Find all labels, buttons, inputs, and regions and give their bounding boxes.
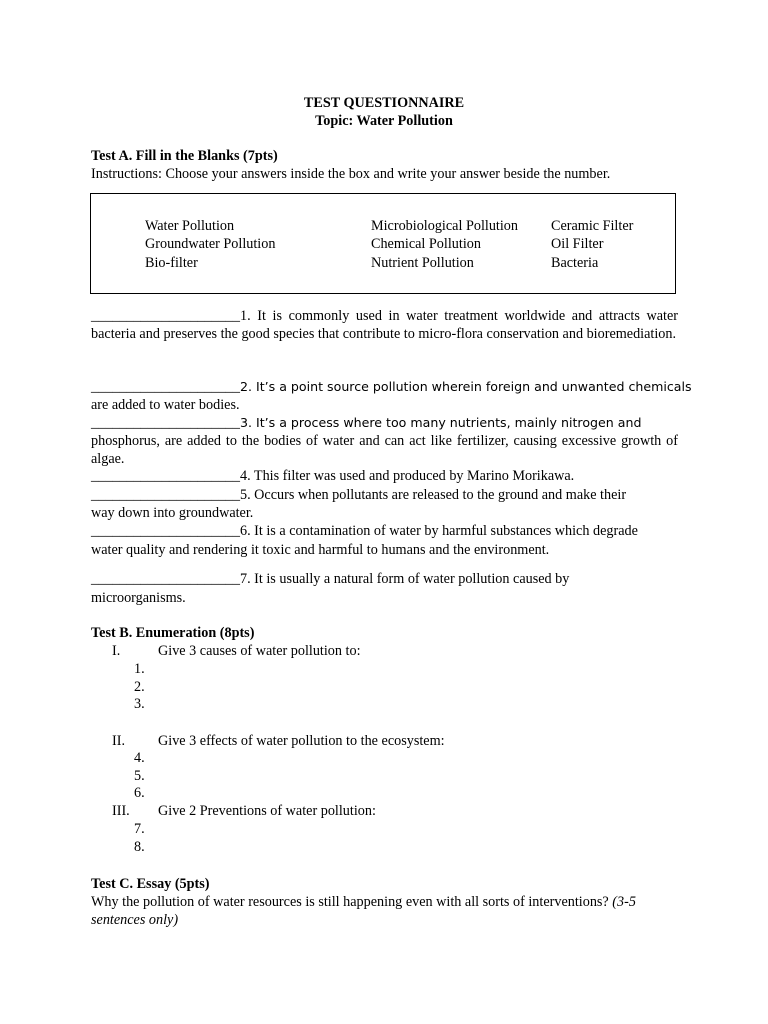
answer-blank-1: _____________________ <box>91 308 240 324</box>
choice-groundwater-pollution: Groundwater Pollution <box>145 236 276 252</box>
question-6-text: 6. It is a contamination of water by harmful substances which degrade <box>239 523 638 539</box>
enum-numeral-1: I. <box>112 643 121 659</box>
question-3-text: 3. It’s a process where too many nutrients, mainly nitrogen and <box>239 415 642 430</box>
answer-blank-4: _____________________ <box>91 468 240 484</box>
test-a-heading: Test A. Fill in the Blanks (7pts) <box>91 148 278 164</box>
essay-question-text: Why the pollution of water resources is still happening even with all sorts of interventions? <box>91 894 609 910</box>
question-7-text: 7. It is usually a natural form of water pollution caused by <box>239 571 570 587</box>
choice-chemical-pollution: Chemical Pollution <box>371 236 481 252</box>
choice-microbiological-pollution: Microbiological Pollution <box>371 218 518 234</box>
choice-ceramic-filter: Ceramic Filter <box>551 218 634 234</box>
answer-blank-7: _____________________ <box>91 571 240 587</box>
question-1-text: 1. It is commonly used in water treatment worldwide and attracts water bacteria and preserves the good species that contribute to micro-flora conservation and bioremediation. <box>91 308 678 342</box>
enum-item-8: 8. <box>134 839 145 855</box>
enum-numeral-3: III. <box>112 803 130 819</box>
essay-note: (3-5 sentences only) <box>91 894 636 928</box>
choice-bio-filter: Bio-filter <box>145 255 198 271</box>
essay-question <box>91 893 678 929</box>
question-2-cont: are added to water bodies. <box>91 397 240 413</box>
question-5-cont: way down into groundwater. <box>91 505 254 521</box>
answer-blank-3: _____________________ <box>91 415 240 431</box>
choice-nutrient-pollution: Nutrient Pollution <box>371 255 474 271</box>
question-7-cont: microorganisms. <box>91 590 186 606</box>
enum-item-5: 5. <box>134 768 145 784</box>
answer-blank-2: _____________________ <box>91 379 240 395</box>
enum-numeral-2: II. <box>112 733 125 749</box>
choice-water-pollution: Water Pollution <box>145 218 235 234</box>
enum-item-1: 1. <box>134 661 145 677</box>
question-2-text: 2. It’s a point source pollution wherein foreign and unwanted chemicals <box>239 379 692 394</box>
question-3 <box>91 414 678 432</box>
enum-item-2: 2. <box>134 679 145 695</box>
question-4 <box>91 467 678 485</box>
test-b-heading: Test B. Enumeration (8pts) <box>91 625 255 641</box>
enum-item-4: 4. <box>134 750 145 766</box>
question-3-cont: phosphorus, are added to the bodies of water and can act like fertilizer, causing excessive growth of algae. <box>91 433 678 467</box>
test-c-heading: Test C. Essay (5pts) <box>91 876 210 892</box>
choice-bacteria: Bacteria <box>551 255 599 271</box>
answer-blank-5: _____________________ <box>91 487 240 503</box>
enum-item-6: 6. <box>134 785 145 801</box>
test-a-instructions: Instructions: Choose your answers inside the box and write your answer beside the number. <box>91 166 611 182</box>
question-4-text: 4. This filter was used and produced by Marino Morikawa. <box>239 468 575 484</box>
question-6 <box>91 522 678 540</box>
question-6-cont: water quality and rendering it toxic and harmful to humans and the environment. <box>91 542 550 558</box>
page-title: TEST QUESTIONNAIRE <box>303 95 465 111</box>
answer-blank-6: _____________________ <box>91 523 240 539</box>
enum-item-3: 3. <box>134 696 145 712</box>
enum-question-3: Give 2 Preventions of water pollution: <box>158 803 376 819</box>
question-2 <box>91 378 692 396</box>
question-5-text: 5. Occurs when pollutants are released to the ground and make their <box>239 487 627 503</box>
question-5 <box>91 486 678 504</box>
enum-question-2: Give 3 effects of water pollution to the ecosystem: <box>158 733 445 749</box>
enum-question-1: Give 3 causes of water pollution to: <box>158 643 361 659</box>
enum-item-7: 7. <box>134 821 145 837</box>
question-1 <box>91 307 678 343</box>
page-topic: Topic: Water Pollution <box>315 113 453 129</box>
question-7 <box>91 570 678 588</box>
choice-oil-filter: Oil Filter <box>551 236 604 252</box>
